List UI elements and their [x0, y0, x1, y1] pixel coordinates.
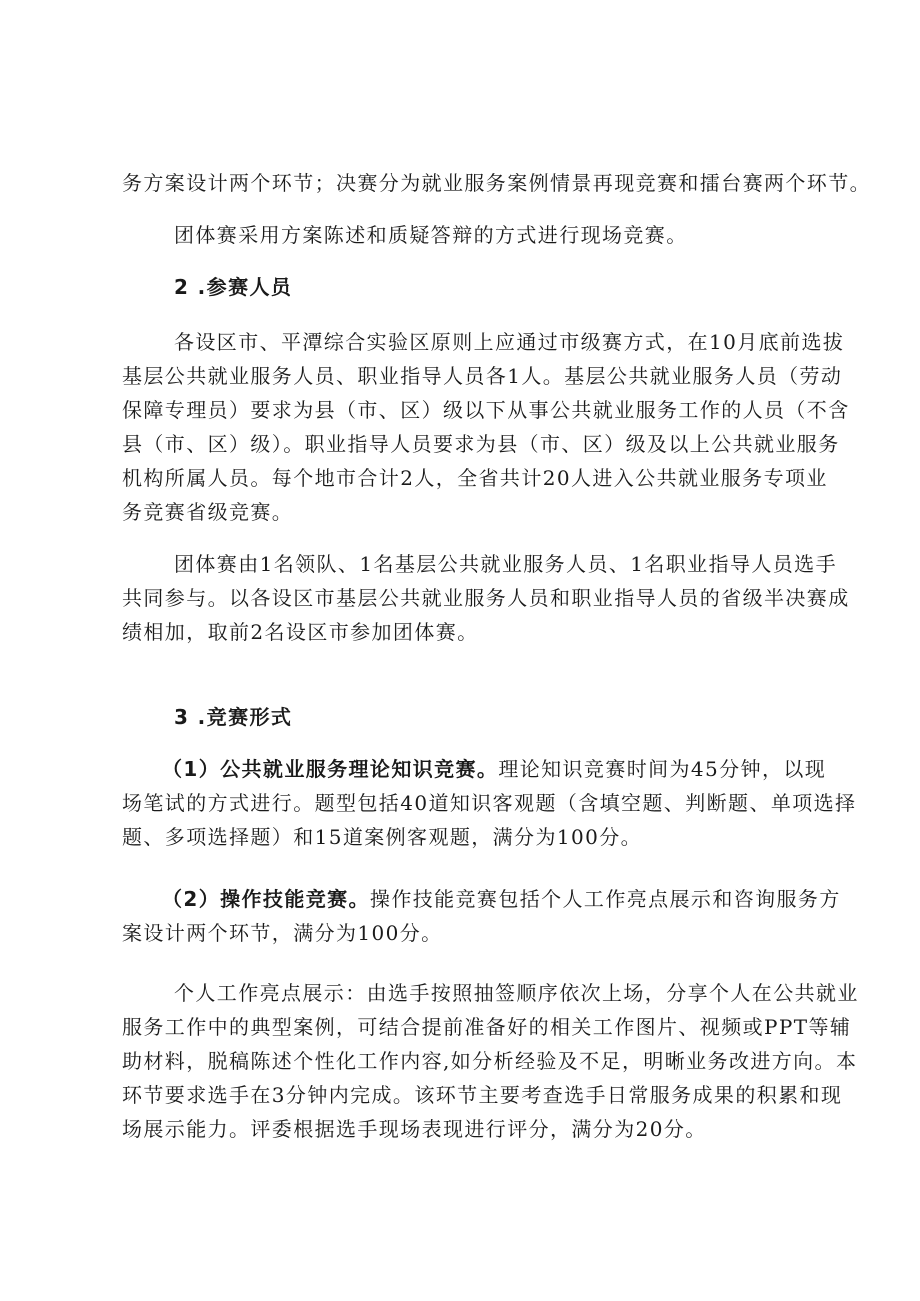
text-line: 基层公共就业服务人员、职业指导人员各1人。基层公共就业服务人员（劳动 — [122, 364, 843, 388]
text-line: 理论知识竞赛时间为45分钟，以现 — [498, 757, 827, 781]
paragraph-highlight-showcase — [122, 976, 859, 1146]
text-line: 环节要求选手在3分钟内完成。该环节主要考查选手日常服务成果的积累和现 — [122, 1083, 843, 1107]
paragraph-team-format — [122, 218, 822, 252]
text-line: 团体赛由1名领队、1名基层公共就业服务人员、1名职业指导人员选手 — [174, 552, 837, 576]
paragraph-participants — [122, 325, 850, 529]
section-heading-participants — [122, 270, 822, 304]
text-line: 共同参与。以各设区市基层公共就业服务人员和职业指导人员的省级半决赛成 — [122, 586, 850, 610]
text-line: 各设区市、平潭综合实验区原则上应通过市级赛方式，在10月底前选拔 — [174, 330, 845, 354]
text-line: 绩相加，取前2名设区市参加团体赛。 — [122, 620, 479, 644]
item-title-skills: （2）操作技能竞赛。 — [162, 887, 370, 911]
paragraph-skills-competition — [122, 882, 841, 950]
paragraph-team-composition — [122, 547, 850, 649]
text-line: 题、多项选择题）和15道案例客观题，满分为100分。 — [122, 825, 643, 849]
item-title-theory: （1）公共就业服务理论知识竞赛。 — [162, 757, 499, 781]
text-line: 务方案设计两个环节；决赛分为就业服务案例情景再现竞赛和擂台赛两个环节。 — [122, 171, 871, 195]
text-line: 机构所属人员。每个地市合计2人，全省共计20人进入公共就业服务专项业 — [122, 466, 828, 490]
paragraph-round-structure — [122, 166, 871, 200]
text-line: 案设计两个环节，满分为100分。 — [122, 921, 443, 945]
text-line: 务竞赛省级竞赛。 — [122, 500, 294, 524]
text-line: 个人工作亮点展示：由选手按照抽签顺序依次上场，分享个人在公共就业 — [174, 981, 859, 1005]
text-line: 团体赛采用方案陈述和质疑答辩的方式进行现场竞赛。 — [174, 223, 688, 247]
text-line: 保障专理员）要求为县（市、区）级以下从事公共就业服务工作的人员（不含 — [122, 398, 850, 422]
text-line: 县（市、区）级）。职业指导人员要求为县（市、区）级及以上公共就业服务 — [122, 432, 840, 456]
text-line: 助材料，脱稿陈述个性化工作内容,如分析经验及不足，明晰业务改进方向。本 — [122, 1049, 858, 1073]
text-line: 服务工作中的典型案例，可结合提前准备好的相关工作图片、视频或PPT等辅 — [122, 1015, 852, 1039]
heading-text: 2 .参赛人员 — [174, 275, 293, 299]
text-line: 场展示能力。评委根据选手现场表现进行评分，满分为20分。 — [122, 1117, 707, 1141]
text-line: 场笔试的方式进行。题型包括40道知识客观题（含填空题、判断题、单项选择 — [122, 791, 857, 815]
section-heading-competition-format — [122, 700, 822, 734]
paragraph-theory-competition — [122, 752, 857, 854]
text-line: 操作技能竞赛包括个人工作亮点展示和咨询服务方 — [369, 887, 841, 911]
heading-text: 3 .竞赛形式 — [174, 705, 293, 729]
